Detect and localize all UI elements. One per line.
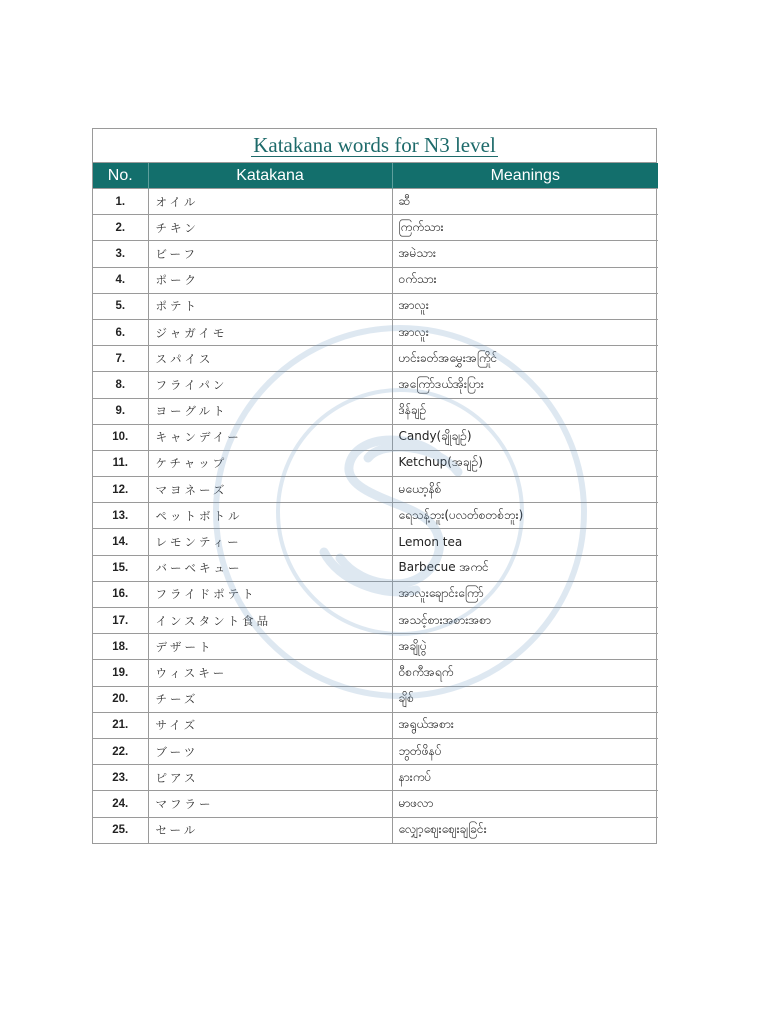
katakana-cell: マフラー	[148, 791, 392, 817]
meaning-cell: အကြော်ဒယ်အိုးပြား	[392, 372, 658, 398]
meaning-cell: ကြက်သား	[392, 215, 658, 241]
katakana-cell: ブーツ	[148, 738, 392, 764]
katakana-cell: ポーク	[148, 267, 392, 293]
row-number: 1.	[93, 189, 148, 215]
meaning-cell: လျှော့ဈေးဈေးချခြင်း	[392, 817, 658, 843]
table-row	[93, 660, 658, 686]
header-katakana: Katakana	[148, 163, 392, 189]
meaning-cell: မာဖလာ	[392, 791, 658, 817]
row-number: 14.	[93, 529, 148, 555]
katakana-cell: オイル	[148, 189, 392, 215]
row-number: 17.	[93, 608, 148, 634]
page-title: Katakana words for N3 level	[253, 133, 496, 157]
row-number: 18.	[93, 634, 148, 660]
row-number: 13.	[93, 503, 148, 529]
table-row	[93, 241, 658, 267]
meaning-cell: နားကပ်	[392, 765, 658, 791]
vocabulary-table	[93, 163, 658, 843]
title-row	[93, 129, 656, 163]
meaning-cell: အသင့်စားအစားအစာ	[392, 608, 658, 634]
meaning-cell: Barbecue အကင်	[392, 555, 658, 581]
katakana-cell: チーズ	[148, 686, 392, 712]
table-row	[93, 372, 658, 398]
table-row	[93, 293, 658, 319]
row-number: 9.	[93, 398, 148, 424]
meaning-cell: ရေသန့်ဘူး(ပလတ်စတစ်ဘူး)	[392, 503, 658, 529]
row-number: 22.	[93, 738, 148, 764]
vocabulary-sheet	[92, 128, 657, 844]
row-number: 21.	[93, 712, 148, 738]
meaning-cell: ချိစ်	[392, 686, 658, 712]
meaning-cell: အချိုပွဲ	[392, 634, 658, 660]
meaning-cell: အရွယ်အစား	[392, 712, 658, 738]
row-number: 19.	[93, 660, 148, 686]
row-number: 20.	[93, 686, 148, 712]
katakana-cell: サイズ	[148, 712, 392, 738]
meaning-cell: အာလူးချောင်းကြော်	[392, 581, 658, 607]
table-header-row	[93, 163, 658, 189]
table-row	[93, 398, 658, 424]
row-number: 12.	[93, 477, 148, 503]
katakana-cell: ピアス	[148, 765, 392, 791]
row-number: 23.	[93, 765, 148, 791]
row-number: 16.	[93, 581, 148, 607]
katakana-cell: ポテト	[148, 293, 392, 319]
meaning-cell: Lemon tea	[392, 529, 658, 555]
meaning-cell: မယော့နိစ်	[392, 477, 658, 503]
table-row	[93, 581, 658, 607]
row-number: 24.	[93, 791, 148, 817]
katakana-cell: フライドポテト	[148, 581, 392, 607]
table-row	[93, 215, 658, 241]
meaning-cell: ဆီ	[392, 189, 658, 215]
katakana-cell: バーベキュー	[148, 555, 392, 581]
table-row	[93, 608, 658, 634]
table-row	[93, 477, 658, 503]
meaning-cell: ဟင်းခတ်အမွှေးအကြိုင်	[392, 346, 658, 372]
row-number: 8.	[93, 372, 148, 398]
table-row	[93, 738, 658, 764]
katakana-cell: キャンデイー	[148, 424, 392, 450]
meaning-cell: ဝီစကီအရက်	[392, 660, 658, 686]
meaning-cell: အာလူး	[392, 293, 658, 319]
table-row	[93, 424, 658, 450]
table-row	[93, 686, 658, 712]
meaning-cell: Ketchup(အချဉ်)	[392, 450, 658, 476]
row-number: 15.	[93, 555, 148, 581]
meaning-cell: ဘွတ်ဖိနပ်	[392, 738, 658, 764]
katakana-cell: ケチャップ	[148, 450, 392, 476]
katakana-cell: インスタント食品	[148, 608, 392, 634]
katakana-cell: スパイス	[148, 346, 392, 372]
row-number: 7.	[93, 346, 148, 372]
header-meanings: Meanings	[392, 163, 658, 189]
meaning-cell: ဝက်သား	[392, 267, 658, 293]
katakana-cell: フライパン	[148, 372, 392, 398]
katakana-cell: ウィスキー	[148, 660, 392, 686]
table-row	[93, 529, 658, 555]
row-number: 11.	[93, 450, 148, 476]
meaning-cell: ဒိန်ချဉ်	[392, 398, 658, 424]
katakana-cell: セール	[148, 817, 392, 843]
row-number: 3.	[93, 241, 148, 267]
row-number: 4.	[93, 267, 148, 293]
table-row	[93, 450, 658, 476]
row-number: 10.	[93, 424, 148, 450]
meaning-cell: အမဲသား	[392, 241, 658, 267]
katakana-cell: ジャガイモ	[148, 319, 392, 345]
meaning-cell: အာလူး	[392, 319, 658, 345]
table-row	[93, 189, 658, 215]
katakana-cell: デザート	[148, 634, 392, 660]
katakana-cell: レモンティー	[148, 529, 392, 555]
table-row	[93, 346, 658, 372]
row-number: 6.	[93, 319, 148, 345]
table-row	[93, 791, 658, 817]
table-row	[93, 503, 658, 529]
table-row	[93, 267, 658, 293]
table-row	[93, 817, 658, 843]
meaning-cell: Candy(ချိုချဉ်)	[392, 424, 658, 450]
table-row	[93, 555, 658, 581]
row-number: 25.	[93, 817, 148, 843]
table-row	[93, 712, 658, 738]
table-row	[93, 634, 658, 660]
table-row	[93, 765, 658, 791]
row-number: 5.	[93, 293, 148, 319]
katakana-cell: ビーフ	[148, 241, 392, 267]
katakana-cell: ヨーグルト	[148, 398, 392, 424]
katakana-cell: マヨネーズ	[148, 477, 392, 503]
katakana-cell: チキン	[148, 215, 392, 241]
header-no: No.	[93, 163, 148, 189]
table-row	[93, 319, 658, 345]
row-number: 2.	[93, 215, 148, 241]
katakana-cell: ペットボトル	[148, 503, 392, 529]
